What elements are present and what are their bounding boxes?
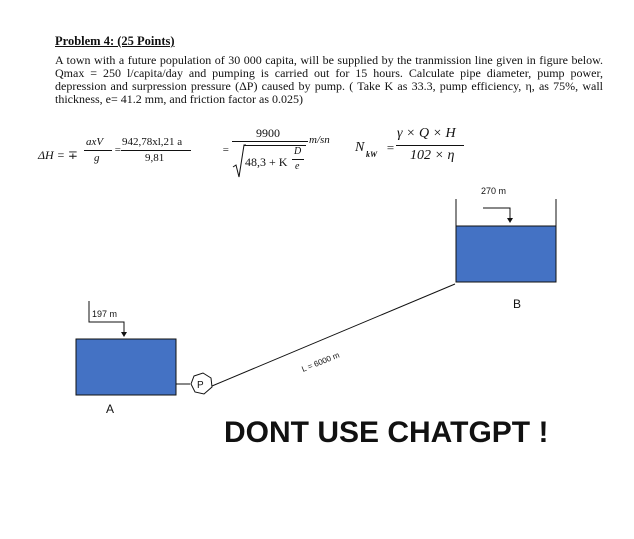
reservoir-a-label: A [106, 402, 115, 416]
a-num: 9900 [256, 126, 280, 140]
n-sub: kW [366, 150, 378, 159]
n-eq: = [386, 140, 395, 155]
reservoir-b [456, 226, 556, 282]
reservoir-a-arrow-icon [121, 332, 127, 337]
dh-num2: 942,78xl,21 a [122, 136, 183, 148]
warning-text: DONT USE CHATGPT ! [224, 416, 549, 449]
reservoir-a [76, 339, 176, 395]
n-num: γ × Q × H [397, 126, 456, 141]
problem-title: Problem 4: (25 Points) [55, 34, 175, 48]
dh-den2: 9,81 [145, 152, 165, 164]
reservoir-b-arrow-icon [507, 218, 513, 223]
reservoir-b-label: B [513, 297, 522, 311]
a-den-frac-den: e [295, 161, 300, 172]
dh-lhs: ΔH = ∓ [38, 148, 78, 162]
a-eq: = [222, 144, 230, 156]
dh-num: axV [86, 136, 104, 148]
a-unit: m/sn [309, 134, 330, 146]
transmission-pipe [212, 284, 455, 386]
problem-statement: A town with a future population of 30 000 capita, will be supplied by the tranmission line given in figure below. Qmax = 250 l/capita/day and pumping is carried out for 15 hours. Calculate pipe diameter, pump power, depression and surpression pressure (ΔP) caused by pump. ( Take K as 33.3, pump efficiency, η, as 75%, wall thickness, e= 41.2 mm, and friction factor as 0.025) [55, 53, 603, 106]
a-den-const: 48,3 + K [245, 155, 288, 169]
a-den-frac-num: D [294, 146, 302, 157]
dh-eq: = [114, 144, 122, 156]
pump-label: P [197, 380, 204, 391]
reservoir-b-level-marker [483, 208, 510, 220]
reservoir-a-elevation: 197 m [92, 309, 118, 319]
n-lhs: N [355, 140, 365, 155]
dh-den: g [94, 152, 100, 164]
pipe-length-label: L = 6000 m [300, 350, 341, 374]
n-den: 102 × η [410, 148, 455, 163]
reservoir-b-elevation: 270 m [481, 186, 507, 196]
